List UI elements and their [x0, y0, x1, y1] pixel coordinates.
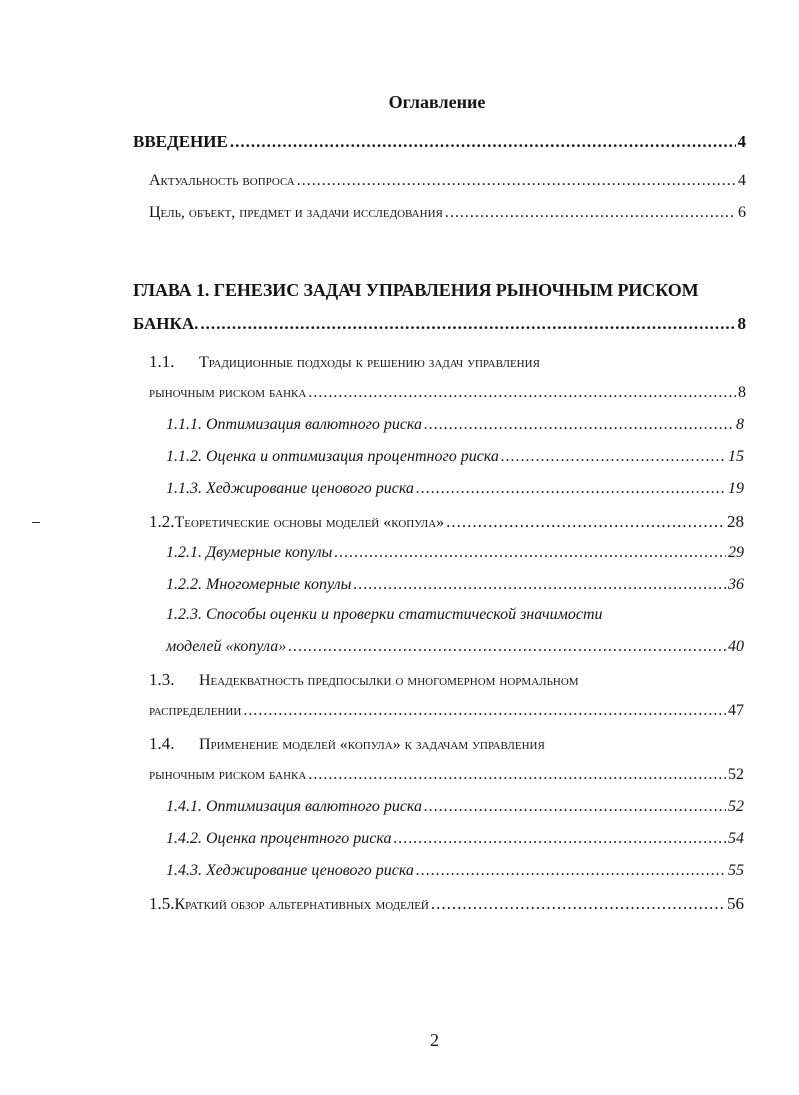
toc-entry-text: БАНКА. — [133, 314, 199, 333]
toc-entry-1-4-line1[interactable] — [149, 734, 545, 754]
toc-page-number: 36 — [728, 576, 744, 593]
toc-entry-text: 1.4.3. Хеджирование ценового риска — [166, 862, 414, 879]
dot-leader — [424, 416, 734, 434]
dot-leader — [416, 862, 726, 880]
toc-entry-text: ВВЕДЕНИЕ — [133, 132, 228, 151]
toc-page-number: 8 — [738, 384, 746, 401]
toc-entry-text: Краткий обзор альтернативных моделей — [174, 896, 429, 913]
dot-leader — [243, 702, 726, 720]
margin-mark — [32, 522, 40, 523]
toc-entry-text: 1.1.3. Хеджирование ценового риска — [166, 480, 414, 497]
toc-page-number: 52 — [728, 766, 744, 783]
section-number: 1.4. — [149, 734, 175, 753]
toc-entry-1-1-line1[interactable] — [149, 352, 540, 372]
toc-entry-text: Теоретические основы моделей «копула» — [174, 514, 445, 531]
toc-page-number: 4 — [737, 132, 746, 151]
dot-leader — [297, 172, 736, 190]
toc-entry-1-4-1[interactable] — [166, 798, 744, 816]
toc-entry-text: Актуальность вопроса — [149, 172, 295, 189]
toc-entry-1-2[interactable] — [149, 512, 744, 532]
dot-leader — [334, 544, 726, 562]
toc-entry-text: распределении — [149, 702, 242, 719]
section-number: 1.1. — [149, 352, 175, 371]
page-number: 2 — [430, 1030, 439, 1050]
toc-page-number: 4 — [738, 172, 746, 189]
toc-entry-1-1[interactable] — [149, 384, 746, 402]
toc-page-number: 55 — [728, 862, 744, 879]
toc-entry-intro[interactable] — [133, 132, 746, 152]
toc-entry-text: 1.1.1. Оптимизация валютного риска — [166, 416, 423, 433]
section-number: 1.5. — [149, 894, 175, 913]
toc-page-number: 54 — [728, 830, 744, 847]
toc-entry-intro-2[interactable] — [149, 204, 746, 222]
dot-leader — [445, 204, 736, 222]
toc-page-number: 8 — [737, 314, 746, 333]
toc-entry-text: Цель, объект, предмет и задачи исследования — [149, 204, 443, 221]
toc-entry-text: Неадекватность предпосылки о многомерном нормальном — [199, 672, 579, 689]
toc-entry-text: 1.4.1. Оптимизация валютного риска — [166, 798, 423, 815]
dot-leader — [446, 512, 725, 532]
toc-page-number: 19 — [728, 480, 744, 497]
toc-entry-1-5[interactable] — [149, 894, 744, 914]
toc-entry-1-2-3[interactable] — [166, 638, 744, 656]
dot-leader — [416, 480, 726, 498]
dot-leader — [353, 576, 726, 594]
toc-entry-text: моделей «копула» — [166, 638, 287, 655]
toc-entry-text: рыночным риском банка — [149, 766, 307, 783]
toc-page-number: 15 — [728, 448, 744, 465]
toc-entry-1-3-line1[interactable] — [149, 670, 579, 690]
chapter-1-heading[interactable]: ГЛАВА 1. ГЕНЕЗИС ЗАДАЧ УПРАВЛЕНИЯ РЫНОЧНЫМ РИСКОМ — [133, 280, 699, 300]
toc-entry-text: 1.2.1. Двумерные копулы — [166, 544, 333, 561]
section-number: 1.2. — [149, 512, 175, 531]
toc-entry-1-1-2[interactable] — [166, 448, 744, 466]
toc-page-number: 6 — [738, 204, 746, 221]
toc-entry-text: Применение моделей «копула» к задачам управления — [199, 736, 545, 753]
toc-entry-text: рыночным риском банка — [149, 384, 307, 401]
toc-entry-1-1-1[interactable] — [166, 416, 744, 434]
dot-leader — [308, 384, 736, 402]
toc-entry-1-2-1[interactable] — [166, 544, 744, 562]
toc-entry-1-2-2[interactable] — [166, 576, 744, 594]
section-number: 1.3. — [149, 670, 175, 689]
dot-leader — [288, 638, 726, 656]
dot-leader — [308, 766, 726, 784]
page-title: Оглавление — [388, 92, 486, 112]
toc-page-number: 47 — [728, 702, 744, 719]
toc-entry-text: Традиционные подходы к решению задач управления — [199, 354, 540, 371]
toc-page-number: 40 — [728, 638, 744, 655]
toc-entry-text: 1.1.2. Оценка и оптимизация процентного риска — [166, 448, 499, 465]
toc-page-number: 8 — [736, 416, 744, 433]
toc-page-number: 56 — [727, 894, 744, 913]
toc-entry-1-1-3[interactable] — [166, 480, 744, 498]
dot-leader — [200, 314, 735, 334]
toc-entry-text: 1.2.2. Многомерные копулы — [166, 576, 352, 593]
toc-entry-chapter-1[interactable] — [133, 314, 746, 334]
toc-entry-1-4[interactable] — [149, 766, 744, 784]
toc-entry-text: 1.4.2. Оценка процентного риска — [166, 830, 392, 847]
toc-entry-1-2-3-line1[interactable]: 1.2.3. Способы оценки и проверки статистической значимости — [166, 606, 603, 623]
dot-leader — [393, 830, 726, 848]
dot-leader — [431, 894, 725, 914]
toc-entry-1-3[interactable] — [149, 702, 744, 720]
toc-entry-intro-1[interactable] — [149, 172, 746, 190]
toc-entry-1-4-3[interactable] — [166, 862, 744, 880]
dot-leader — [230, 132, 736, 152]
toc-page-number: 28 — [727, 512, 744, 531]
dot-leader — [424, 798, 726, 816]
toc-page-number: 29 — [728, 544, 744, 561]
toc-page-number: 52 — [728, 798, 744, 815]
toc-entry-1-4-2[interactable] — [166, 830, 744, 848]
dot-leader — [501, 448, 726, 466]
